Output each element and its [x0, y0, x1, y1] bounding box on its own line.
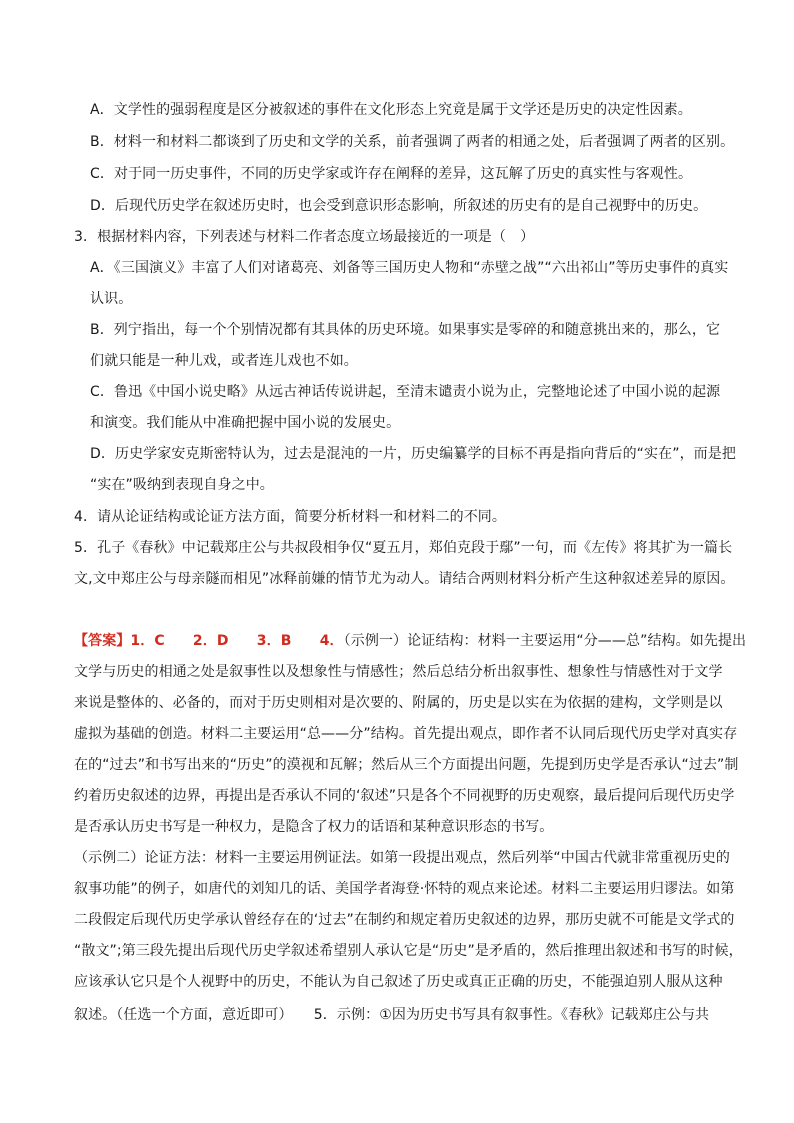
- q3-option-c-line1: C．鲁迅《中国小说史略》从远古神话传说讲起，至清末谴责小说为止，完整地论述了中国小说的起源: [90, 384, 721, 400]
- answer-line: 二段假定后现代历史学承认曾经存在的‘过去”在制约和规定着历史叙述的边界，那历史就不可能是文学式的: [74, 912, 735, 928]
- q3-option-a-line1: A．《三国演义》丰富了人们对诸葛亮、刘备等三国历史人物和“赤壁之战”“六出祁山”等历史事件的真实: [90, 260, 729, 276]
- answer-label: 【答案】: [74, 633, 131, 649]
- answer-line: 虚拟为基础的创造。材料二主要运用“总——分”结构。首先提出观点，即作者不认同后现代历史学对真实存: [74, 726, 738, 742]
- answer-line: 叙事功能”的例子，如唐代的刘知几的话、美国学者海登·怀特的观点来论述。材料二主要运用归谬法。如第: [74, 881, 735, 897]
- answer-multiple-choice: 1．C 2．D 3．B 4．: [130, 633, 344, 649]
- q3-option-b-line2: 们就只能是一种儿戏，或者连儿戏也不如。: [90, 353, 358, 369]
- q2-option-b: B．材料一和材料二都谈到了历史和文学的关系，前者强调了两者的相通之处，后者强调了两者的区别。: [90, 134, 735, 150]
- q5-stem-line1: 5．孔子《春秋》中记载郑庄公与共叔段相争仅“夏五月，郑伯克段于鄢”一句，而《左传》将其扩为一篇长: [74, 540, 733, 556]
- q3-option-b-line1: B．列宁指出，每一个个别情况都有其具体的历史环境。如果事实是零碎的和随意挑出来的，那么，它: [90, 322, 721, 338]
- answer-line: 在的“过去”和书写出来的“历史”的漠视和瓦解；然后从三个方面提出问题，先提到历史学是否承认“过去”制: [74, 757, 739, 773]
- answer-line: 是否承认历史书写是一种权力，是隐含了权力的话语和某种意识形态的书写。: [74, 819, 554, 835]
- q5-stem-line2: 文,文中郑庄公与母亲隧而相见”冰释前嫌的情节尤为动人。请结合两则材料分析产生这种叙述差异的原因。: [74, 571, 735, 587]
- q2-option-c: C．对于同一历史事件，不同的历史学家或许存在阐释的差异，这瓦解了历史的真实性与客观性。: [90, 166, 693, 182]
- answer-line: 来说是整体的、必备的，而对于历史则相对是次要的、附属的，历史是以实在为依据的建构，文学则是以: [74, 695, 723, 711]
- answer-q4-intro: （示例一）论证结构：材料一主要运用“分——总”结构。如先提出: [343, 633, 747, 649]
- q4-stem: 4．请从论证结构或论证方法方面，简要分析材料一和材料二的不同。: [74, 509, 507, 525]
- q3-option-d-line1: D．历史学家安克斯密特认为，过去是混沌的一片，历史编纂学的目标不再是指向背后的“实在”，而是把: [90, 446, 736, 462]
- q3-option-a-line2: 认识。: [90, 291, 133, 307]
- answer-line: 叙述。（任选一个方面，意近即可） 5．示例：①因为历史书写具有叙事性。《春秋》记载郑庄公与共: [74, 1007, 710, 1023]
- answer-line: 约着历史叙述的边界，再提出是否承认不同的‘叙述”只是各个不同视野的历史观察，最后提问后现代历史学: [74, 788, 735, 804]
- answer-first-line: [74, 631, 746, 651]
- answer-line: “散文”;第三段先提出后现代历史学叙述希望别人承认它是“历史”是矛盾的，然后推理出叙述和书写的时候，: [74, 943, 743, 959]
- q3-option-c-line2: 和演变。我们能从中准确把握中国小说的发展史。: [90, 415, 401, 431]
- q3-stem: 3．根据材料内容，下列表述与材料二作者态度立场最接近的一项是（ ）: [74, 229, 535, 245]
- q2-option-d: D．后现代历史学在叙述历史时，也会受到意识形态影响，所叙述的历史有的是自己视野中的历史。: [90, 198, 708, 214]
- answer-line: （示例二）论证方法：材料一主要运用例证法。如第一段提出观点，然后列举“中国古代就非常重视历史的: [74, 850, 730, 866]
- answer-line: 应该承认它只是个人视野中的历史，不能认为自己叙述了历史或真正正确的历史，不能强迫别人服从这种: [74, 974, 723, 990]
- q2-option-a: A．文学性的强弱程度是区分被叙述的事件在文化形态上究竟是属于文学还是历史的决定性因素。: [90, 102, 692, 118]
- q3-option-d-line2: “实在”吸纳到表现自身之中。: [90, 477, 274, 493]
- answer-line: 文学与历史的相通之处是叙事性以及想象性与情感性；然后总结分析出叙事性、想象性与情感性对于文学: [74, 664, 723, 680]
